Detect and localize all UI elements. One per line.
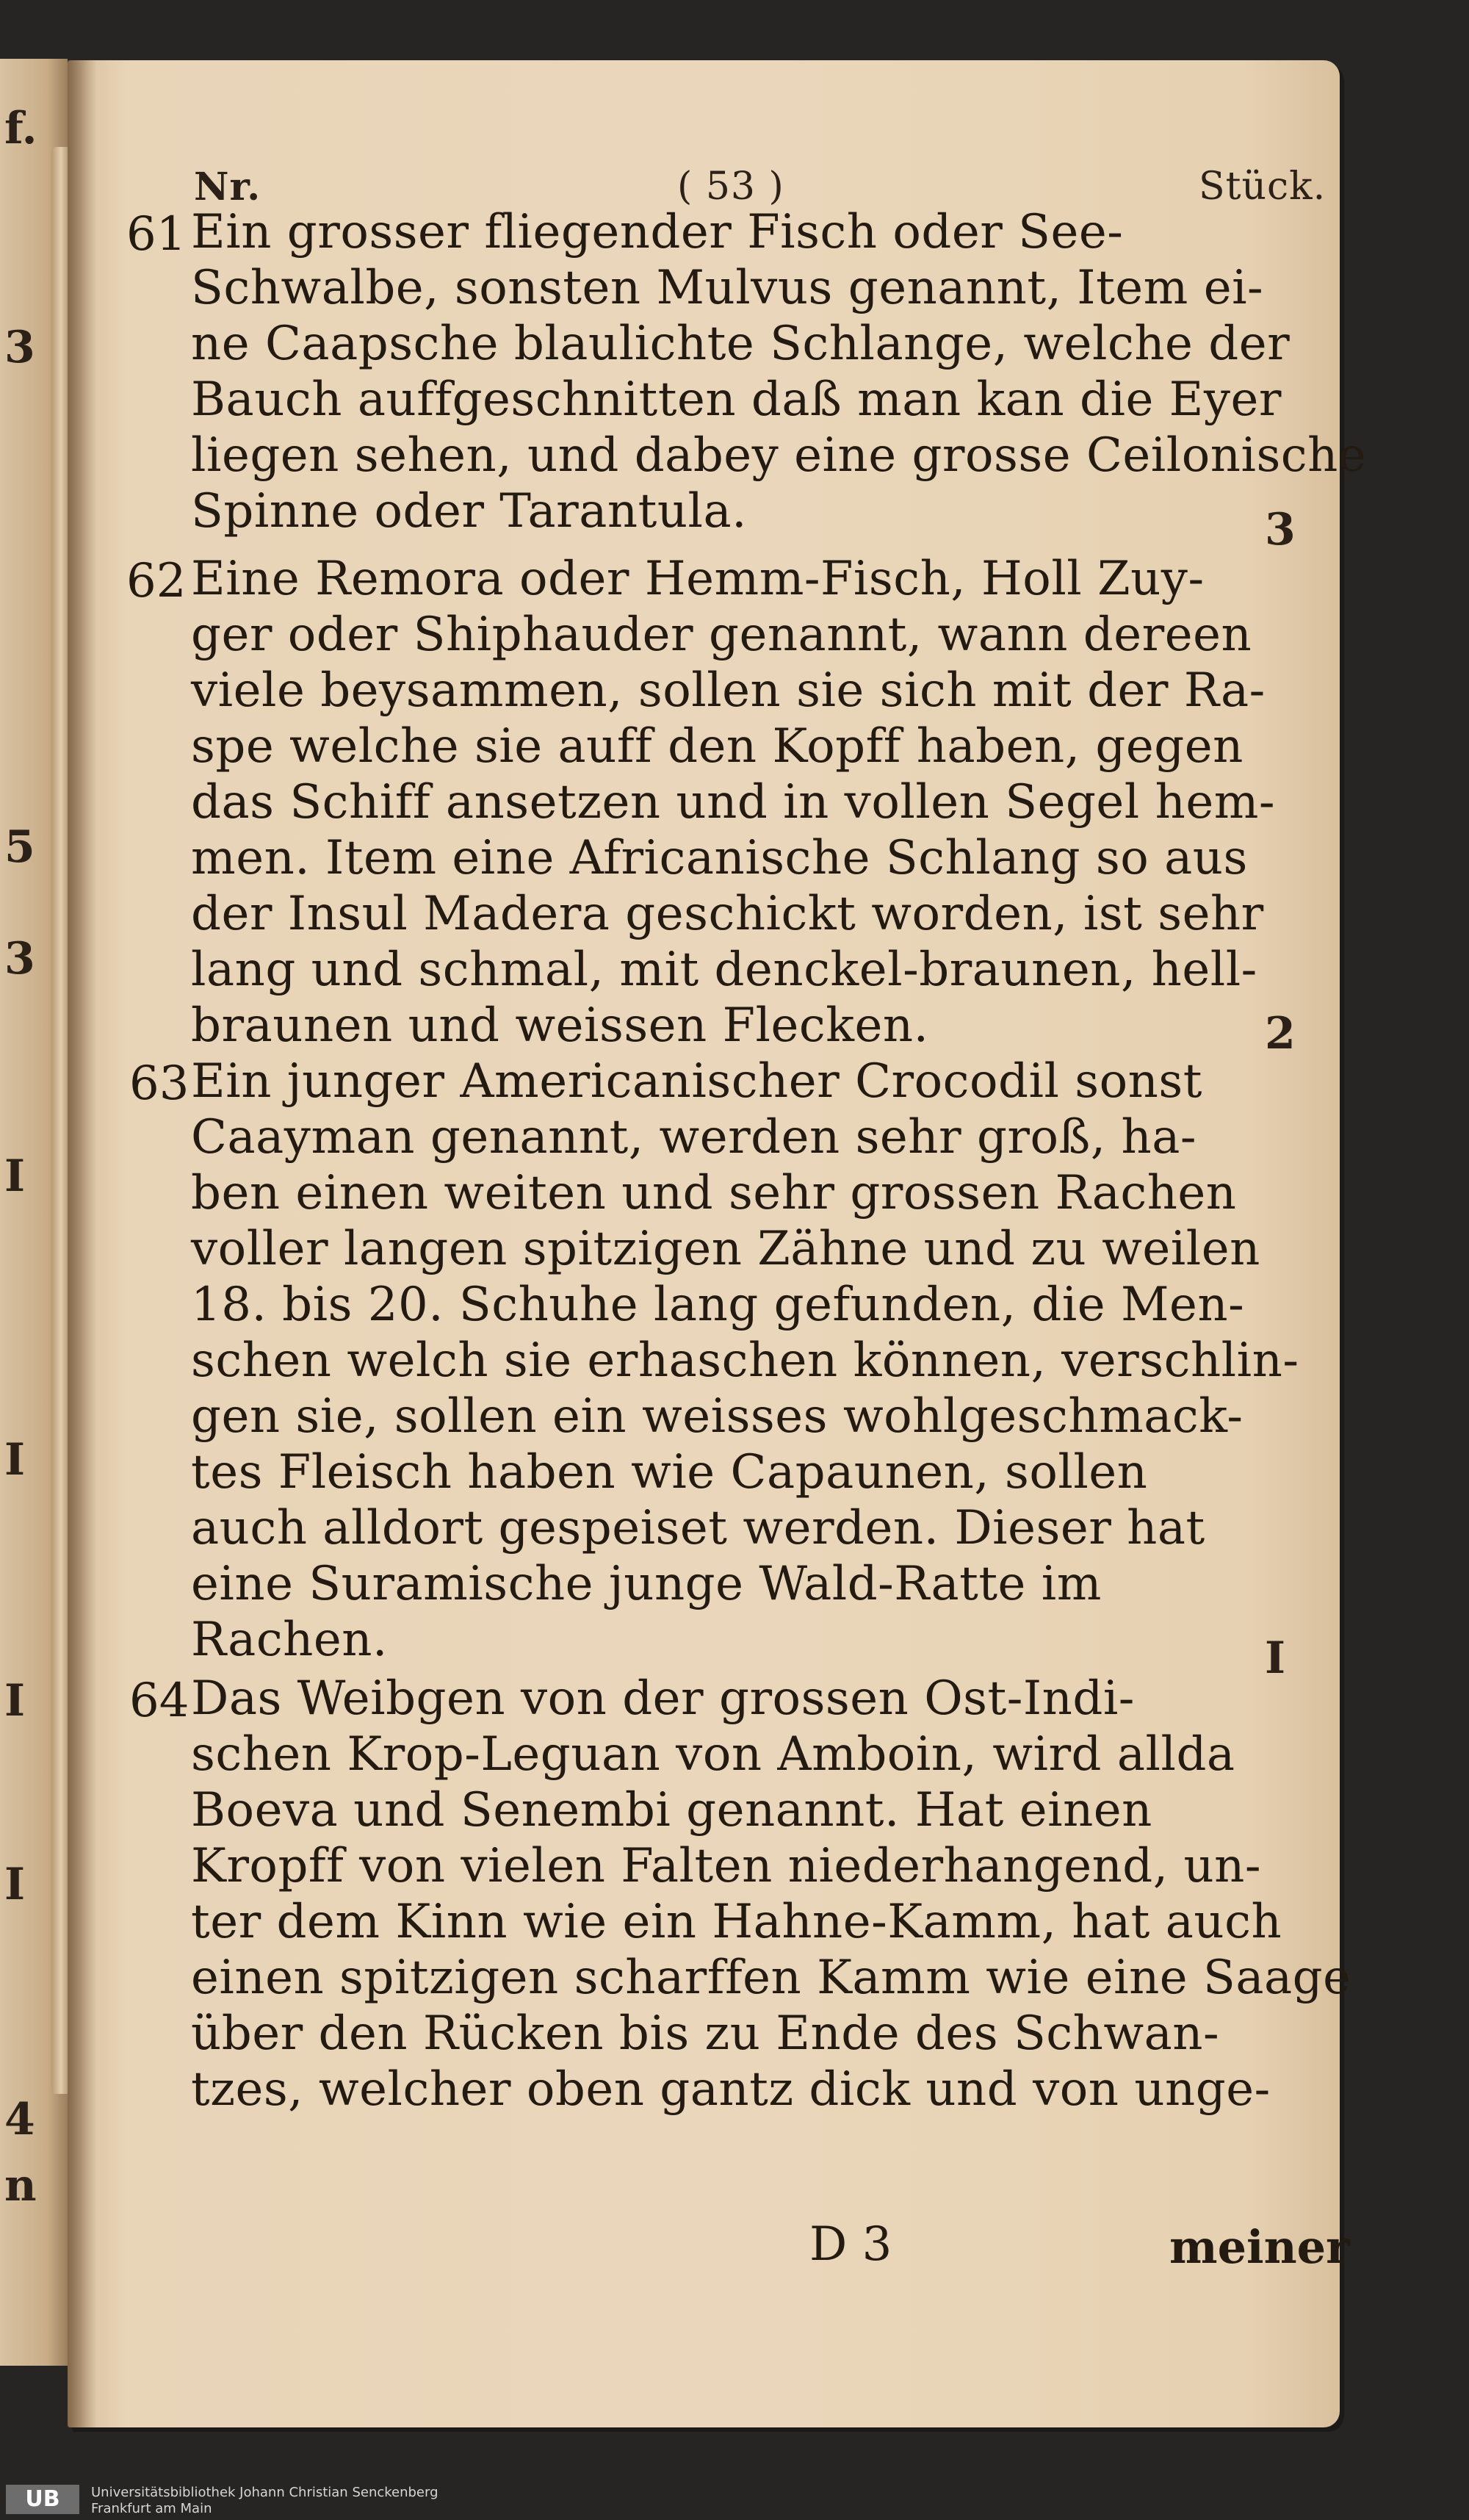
text-line: einen spitzigen scharffen Kamm wie eine Saage bbox=[191, 1951, 1351, 2005]
text-line: Rachen. bbox=[191, 1613, 388, 1667]
entry-number: 61 bbox=[126, 207, 187, 262]
text-line: eine Suramische junge Wald-Ratte im bbox=[191, 1557, 1102, 1611]
text-line: Boeva und Senembi genannt. Hat einen bbox=[191, 1783, 1152, 1837]
previous-page-fragment bbox=[0, 59, 68, 2366]
text-line: voller langen spitzigen Zähne und zu weilen bbox=[191, 1222, 1260, 1276]
signature-mark: D 3 bbox=[809, 2217, 892, 2272]
text-line: braunen und weissen Flecken. bbox=[191, 998, 929, 1053]
prev-margin-mark: f. bbox=[4, 103, 37, 154]
item-count: 3 bbox=[1265, 504, 1296, 555]
prev-margin-count: 5 bbox=[4, 821, 35, 873]
entry-number: 62 bbox=[126, 554, 187, 608]
text-line: men. Item eine Africanische Schlang so aus bbox=[191, 831, 1248, 885]
text-line: gen sie, sollen ein weisses wohlgeschmack- bbox=[191, 1389, 1244, 1444]
prev-margin-count: 4 bbox=[4, 2094, 35, 2145]
text-line: Schwalbe, sonsten Mulvus genannt, Item ei- bbox=[191, 261, 1264, 315]
text-line: liegen sehen, und dabey eine grosse Ceilonische bbox=[191, 428, 1367, 483]
catchword: meiner bbox=[1169, 2220, 1350, 2274]
text-line: über den Rücken bis zu Ende des Schwan- bbox=[191, 2006, 1220, 2061]
text-line: Ein junger Americanischer Crocodil sonst bbox=[191, 1054, 1202, 1109]
text-line: lang und schmal, mit denckel-braunen, hell- bbox=[191, 943, 1257, 997]
library-footer bbox=[0, 2479, 1469, 2520]
prev-margin-count: I bbox=[4, 1675, 26, 1727]
text-line: Spinne oder Tarantula. bbox=[191, 484, 747, 539]
text-line: ben einen weiten und sehr grossen Rachen bbox=[191, 1166, 1237, 1220]
prev-margin-count: I bbox=[4, 1859, 26, 1910]
library-name: Universitätsbibliothek Johann Christian Senckenberg bbox=[91, 2485, 438, 2500]
text-line: viele beysammen, sollen sie sich mit der Ra- bbox=[191, 663, 1266, 718]
text-line: Caayman genannt, werden sehr groß, ha- bbox=[191, 1110, 1197, 1164]
text-line: auch alldort gespeiset werden. Dieser hat bbox=[191, 1501, 1205, 1555]
library-logo: UB bbox=[6, 2485, 79, 2514]
text-line: ne Caapsche blaulichte Schlange, welche der bbox=[191, 317, 1291, 371]
prev-margin-count: I bbox=[4, 1434, 26, 1486]
entry-number: 64 bbox=[129, 1674, 190, 1728]
library-city: Frankfurt am Main bbox=[91, 2501, 212, 2516]
item-count: 2 bbox=[1265, 1008, 1296, 1059]
text-line: Bauch auffgeschnitten daß man kan die Eyer bbox=[191, 372, 1282, 427]
text-line: Eine Remora oder Hemm-Fisch, Holl Zuy- bbox=[191, 552, 1205, 606]
text-line: der Insul Madera geschickt worden, ist sehr bbox=[191, 887, 1264, 941]
header-right: Stück. bbox=[1199, 165, 1327, 209]
text-line: schen welch sie erhaschen können, verschlin- bbox=[191, 1333, 1299, 1388]
text-line: 18. bis 20. Schuhe lang gefunden, die Men- bbox=[191, 1278, 1245, 1332]
text-line: Das Weibgen von der grossen Ost-Indi- bbox=[191, 1671, 1135, 1726]
text-line: Kropff von vielen Falten niederhangend, un- bbox=[191, 1839, 1261, 1893]
page-number: ( 53 ) bbox=[677, 165, 784, 209]
text-line: tes Fleisch haben wie Capaunen, sollen bbox=[191, 1445, 1148, 1500]
text-line: ger oder Shiphauder genannt, wann dereen bbox=[191, 608, 1252, 662]
text-line: Ein grosser fliegender Fisch oder See- bbox=[191, 205, 1124, 259]
entry-number: 63 bbox=[129, 1056, 190, 1111]
text-line: das Schiff ansetzen und in vollen Segel hem- bbox=[191, 775, 1275, 829]
text-line: ter dem Kinn wie ein Hahne-Kamm, hat auch bbox=[191, 1895, 1282, 1949]
page-gutter-shadow bbox=[68, 60, 97, 2427]
text-line: tzes, welcher oben gantz dick und von unge- bbox=[191, 2062, 1271, 2117]
prev-margin-count: I bbox=[4, 1151, 26, 1202]
prev-margin-count: 3 bbox=[4, 933, 35, 984]
book-page bbox=[68, 60, 1367, 2427]
header-left: Nr. bbox=[194, 165, 261, 209]
prev-margin-count: n bbox=[4, 2160, 37, 2211]
text-line: spe welche sie auff den Kopff haben, gegen bbox=[191, 719, 1244, 774]
item-count: I bbox=[1265, 1632, 1286, 1684]
prev-margin-count: 3 bbox=[4, 322, 35, 373]
text-line: schen Krop-Leguan von Amboin, wird allda bbox=[191, 1727, 1235, 1782]
